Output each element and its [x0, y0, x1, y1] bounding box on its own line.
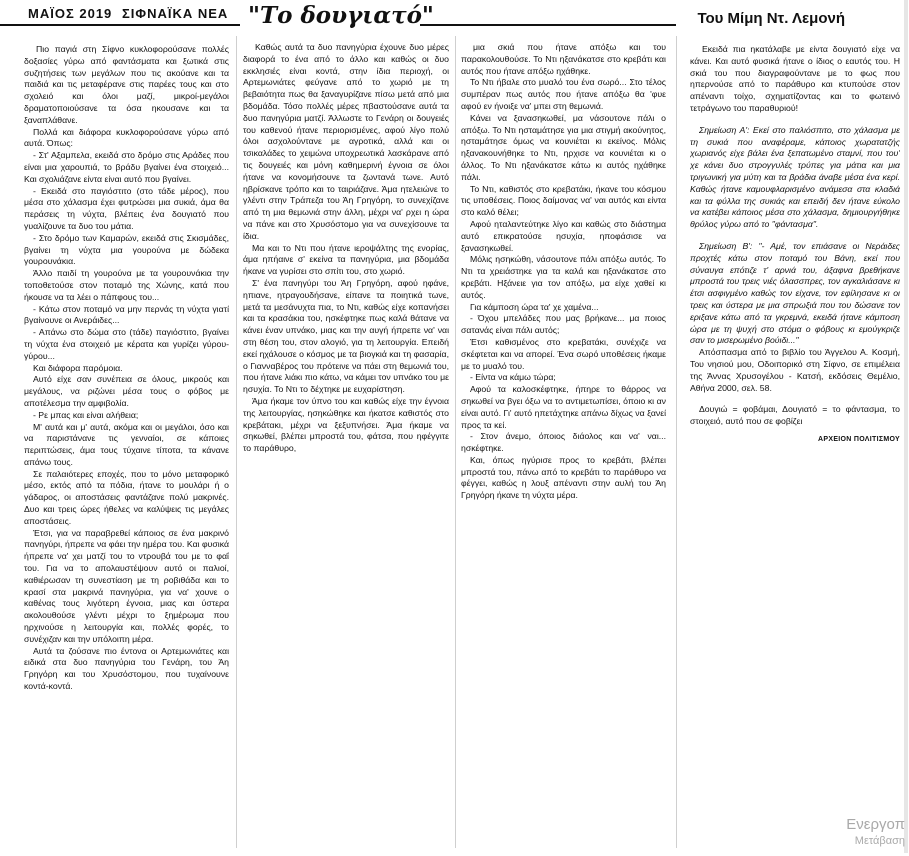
paragraph: - Στο δρόμο των Καμαρών, εκειδά στις Σκισμάδες, βγαίνει τη νύχτα μια γουρούνα με δώδεκα γουρουνάκια.: [24, 232, 229, 267]
article-title: "Το δουγιατό": [248, 2, 434, 29]
paragraph: Πιο παγιά στη Σίφνο κυκλοφορούσανε πολλές δοξασίες γύρω από φαντάσματα και ξωτικά στις συζητήσεις των μεγάλων που τις ακούανε και τα παιδιά και τις μεταφέρανε στις παρέες τους και στο σχολειό και όλοι μαζί, μικροί-μεγάλοι δραματοποιούσανε τα όσα ηκουσανε και τα ξαναπλάθανε.: [24, 44, 229, 125]
paragraph: - Όχου μπελάδες που μας βρήκανε... μα ποιος σατανάς είναι πάλι αυτός;: [461, 313, 666, 336]
header-rule-middle: [420, 24, 676, 26]
column-divider: [676, 36, 677, 848]
article-column-3: [461, 42, 666, 854]
paragraph: Άλλο παιδί τη γουρούνα με τα γουρουνάκια την τοποθετούσε στον ποταμό της Χώνης, κατά που ήκουσε να τα λέει ο πάπφους του...: [24, 268, 229, 302]
glossary: Δουγιώ = φοβάμαι, Δουγιατό = το φάντασμα, το στοιχειό, αυτό που σε φοβίζει: [690, 404, 900, 427]
activation-watermark: [846, 816, 905, 850]
paragraph: - Ρε μπας και είναι αλήθεια;: [33, 409, 139, 420]
paragraph: Αφού τα καλοσκέφτηκε, ήπηρε το θάρρος να σηκωθεί να βγει όξω να το αντιμετωπίσει, όποιο κι αν είναι αυτό. Γι' αυτό ηπετάχτηκε απάνω δίχως να ξανεί προς τα κεί.: [461, 384, 666, 430]
source-citation: Απόσπασμα από το βιβλίο του Άγγελου Α. Κοσμή, Του νησιού μου, Οδοιπορικό στη Σίφνο, σε επιμέλεια της Άννας Χρυσογέλου - Κατσή, εκδόσεις Θεμέλιο, Αθήνα 2000, σελ. 58.: [690, 347, 900, 393]
paragraph: Εκειδά πια ηκατάλαβε με είντα δουγιατό είχε να κάνει. Και αυτό φυσικά ήτανε ο ίδιος ο εαυτός του. Η σκιά του που διαγραφούντανε με το φως που ηπερνούσε από το παράθυρο και κτυπούσε στον απέναντι τοίχο, σχηματίζοντας και το φωτεινό τετράγωνο του παραθυριού!: [690, 44, 900, 113]
paragraph: Και, όπως ηγύρισε προς το κρεβάτι, βλέπει μπροστά του, πάνω από το κρεβάτι το παράθυρο να φέγγει, καθώς η λουξ απέναντι στην αυλή του Άη Γρηγόρη ήκανε τη νύχτα μέρα.: [461, 454, 666, 501]
watermark-line-1: Ενεργοπ: [846, 816, 905, 833]
window-edge: [904, 0, 908, 853]
page-header: [0, 0, 909, 38]
paragraph: Και διάφορα παρόμοια.: [33, 362, 123, 373]
paragraph: Μόλις ησηκώθη, νάσουτονε πάλι απόξω αυτός. Το Ντι τα χρειάστηκε για τα καλά και ηξανάκατσε στο κρεβάτι. Ηξάνειε για τον απόξω, μα είχε χαθεί κι αυτός.: [461, 254, 666, 300]
article-column-1: [24, 44, 229, 856]
footnote-b: Σημείωση Β': "- Αμέ, τον επιάσανε οι Νεράιδες προχτές κάτω στον ποταμό του Βάνη, εκεί που σύναυγα επότιζε τ' αρνιά του, άξαφνα βρεθήκανε μπροστά του τρεις νιές όλασσπρες, τον αγκαλιάσανε κι έτσι ασφιγμένο καθώς τον είχανε, τον εφίλησανε κι οι τρεις και ύστερα με μια σπρωξιά που του δώσανε τον εριξανε κάτω από τα γκρεμνά, εκειδά ήτανε κάμποση ώρα με τη ψυχή στο στόμα ο φόβους κι εμούγκριζε σαν το μισερωμένο βούιδι...": [690, 240, 900, 346]
paragraph: Σ' ένα πανηγύρι του Άη Γρηγόρη, αφού ηφάνε, ηπιανε, ητραγουδήσανε, είπανε τα ποιητικά τωνε, μετά τα μεσάνυχτα πια, το Ντι, καθώς είχε κοπανήσει και τα κρασάκια του, ησκέφτηκε πως καλά θάτανε να κάνει έναν υπνάκο, μιας και την αυγή ήπρεπε να' ναι στη θέση του, στον αλογιό, για τη λειτουργία. Επειδή εκεί ηχάλουσε ο κόσμος με τα βιογκιά και τη φασαρία, ο Γιανναβέρος του πρότεινε να πάει στη θεμωνιά του, που ήτανε λιάκι πιο κάτω, να κάμει τον υπνάκο του με ησυχία. Το Ντι το δέχτηκε με ευχαρίστηση.: [243, 277, 449, 395]
watermark-line-2: Μετάβαση: [854, 835, 905, 847]
paragraph: - Εκειδά στο παγιόστιτο (στο τάδε μέρος), που μέσα στο χάλασμα έχει φυτρώσει μια συκιά, άμα θα περάσεις τη νύχτα, βλέπεις ένα δουγιατό που γυαλίζουνε τα δυο του μάτια.: [24, 185, 229, 231]
paragraph: Μ' αυτά και μ' αυτά, ακόμα και οι μεγάλοι, όσο και να παριστάνανε τις γενναίοι, σε κάποιες περιπτώσεις, άμα τους τύχαινε τίποτα, τα κάνανε απάνω τους.: [24, 421, 229, 467]
column-divider: [236, 36, 237, 848]
archive-credit: ΑΡΧΕΙΟΝ ΠΟΛΙΤΙΣΜΟΥ: [818, 435, 900, 443]
article-column-2: [243, 42, 449, 854]
article-author: Του Μίμη Ντ. Λεμονή: [697, 10, 845, 27]
paragraph: Αυτό είχε σαν συνέπεια σε όλους, μικρούς και μεγάλους, να ριζώνει μέσα τους ο φόβος με αποτέλεσμα την αμφιβολία.: [24, 374, 229, 408]
paragraph: Έτσι καθισμένος στο κρεβατάκι, συνέχιζε να σκέφτεται και να απορεί. Ένα σωρό υποθέσεις ήκαμε με το μυαλό του.: [461, 336, 666, 371]
issue-date: ΜΑΪΟΣ 2019: [28, 6, 113, 21]
newspaper-name: ΣΙΦΝΑΪΚΑ ΝΕΑ: [122, 6, 229, 21]
header-rule-left: [0, 24, 240, 26]
paragraph: - Στ' Αξαμπελα, εκειδά στο δρόμο στις Αράδες που είναι μια χαρουπιά, το βράδυ βγαίνει ένα στοιχειό... Και σχολιάζανε είντα είναι αυτό που βγαίνει.: [24, 150, 229, 184]
article-column-4: [690, 44, 900, 856]
paragraph: - Απάνω στο δώμα στο (τάδε) παγιόστιτο, βγαίνει τη νύχτα ένα στοιχειό με κέρατα και γυρίζει γύρου-γύρου...: [24, 327, 229, 361]
paragraph: Καθώς αυτά τα δυο πανηγύρια έχουνε δυο μέρες διαφορά το ένα από το άλλο και καθώς οι δυο εκκλησιές είναι κοντά, στην ίδια περιοχή, οι Αρτεμωνιάτες φεύγανε από το χωριό με τη βεβαιότητα πως θα ξαναγυρίζανε πίσω μετά από μια βδομάδα. Τόσο πολλές μέρες πβαστούσανε αυτά τα δυο πανηγύρια ματζί. Άλλωστε το Γενάρη οι δουγειές του καθενού ήτανε περιορισμένες, αφού λίγο πολύ όλοι ασχολούντανε με αγροτικά, αλλά και οι τσικαλάδες το χειμώνα υποχρεωτικά λασκάρανε από τις δουγειές και μόνη καθημερινή έγνοια σε όλοι ήτανε να κονομήσουνε τα ζωντανά τωνε. Αυτό ηβρίσκανε τρόπο και το ταιριάζανε. Άμα ητελειώνε το γλέντι στην Τράπεζα του Άη Γρηγόρη, το συνεχίζανε από τη μια θεμωνιά στην άλλη, μέχρι να' ρχει η ώρα να πάνε και στο Χρυσόστομο για να συνεχίσουνε τα ίδια.: [243, 42, 449, 241]
paragraph: Πολλά και διάφορα κυκλοφορούσανε γύρω από αυτά. Όπως:: [24, 126, 229, 149]
paragraph: Αυτά τα ζούσανε πιο έντονα οι Αρτεμωνιάτες και ειδικά στα δυο πανηγύρια του Γενάρη, του Άη Γρηγόρη και του Χρυσόστομου, που τυχαίνουνε κοντά-κοντά.: [24, 645, 229, 692]
paragraph: Το Ντι, καθιστός στο κρεβατάκι, ήκανε του κόσμου τις υποθέσεις. Ποιος δαίμονας να' ναι αυτός και είντα στο καλό θέλει;: [461, 183, 666, 218]
column-divider: [455, 36, 456, 848]
paragraph: - Είντα να κάμω τώρα;: [470, 372, 556, 383]
paragraph: Το Ντι ήβαλε στο μυαλό του ένα σωρό... Στο τέλος συμπέραν πως αυτός που ήτανε απόξω θα 'φυε αφού εν ήνοιξε να' μπει στη θεμωνιά.: [461, 77, 666, 111]
paragraph: Κάνει να ξανασηκωθεί, μα νάσουτονε πάλι ο απόξω. Το Ντι ησταμάτησε για μια στιγμή ακούνητος, ησταμάτησε όμως να κουνιέται κι εκείνος. Μόλις ηξανακουνήθηκε το Ντι, ηρχισε να κουνιέται κι ο άλλος. Το Ντι ηξανάκατσε κάτω κι αυτός ηχάθηκε πάλι.: [461, 112, 666, 182]
paragraph: Σε παλαιότερες εποχές, που το μόνο μεταφορικό μέσο, εκτός από τα πόδια, ήτανε το μουλάρι ή ο γάδαρος, οι αποστάσεις φαντάζανε πολύ μακρινές. Δυο και τρεις ώρες ήθελες να καλύψεις τις μεγάλες αποστάσεις.: [24, 468, 229, 526]
paragraph: Αφού ηταλαντεύτηκε λίγο και καθώς στο διάστημα αυτό επικρατούσε ησυχία, ηποφάσισε να ξανασηκωθεί.: [461, 218, 666, 253]
paragraph: Για κάμποση ώρα τα' χε χαμένα...: [470, 301, 599, 312]
paragraph: - Στον άνεμο, όποιος διάολος και να' ναι... ησκέφτηκε.: [461, 431, 666, 454]
paragraph: Άμα ήκαμε τον ύπνο του και καθώς είχε την έγνοια της λειτουργίας, ησηκώθηκε και ήκατσε καθιστός στο κρεβάτακι, μέχρι να ξεξυπνήσει. Άμα ήκαμε να σηκωθεί, βλέπει μπροστά του, φάτσα, που ηφέγγιτε το παράθυρο,: [243, 395, 449, 454]
paragraph: - Κάτω στον ποταμό να μην περνάς τη νύχτα γιατί βγαίνουνε οι Ανεράιδες...: [24, 303, 229, 326]
paragraph: Έτσι, για να παραβρεθεί κάποιος σε ένα μακρινό πανηγύρι, ήπρεπε να φάει την ημέρα του. Και φυσικά ήπρεπε να' χει ματζί του το ντρουβά του με το φαΐ του. Για να το απολαυστέψουν αυτό οι παλιοί, καθιέρωσαν τη συνεστίαση με τη ροβιθάδα και το κρασί στα μακρινά πανηγύρια, για να' χουνε ο καθένας τους λιγότερη έγνοια, μιας και ύστερα ακολουθούσε γλέντι μέχρι το ξημέρωμα που ηρχινούσε η λειτουργία και, πολλές φορές, το συνέχιζαν και την υπόλοιπη μέρα.: [24, 527, 229, 644]
paragraph: Μα και το Ντι που ήτανε ιεροψάλτης της ενορίας, άμα ηπήαινε σ' εκείνα τα πανηγύρια, μια βδομάδα ήκανε να γυρίσει στο σπίτι του, στο χωριό.: [243, 242, 449, 277]
paragraph: μια σκιά που ήτανε απόξω και του παρακολουθούσε. Το Ντι ηξανάκατσε στο κρεβάτι και αυτός που ήτανε απόξω ηχάθηκε.: [461, 42, 666, 76]
footnote-a: Σημείωση Α': Εκεί στο παλιόσπιτο, στο χάλασμα με τη συκιά που αναφέραμε, κάποιος χωρατατζής χωριανός είχε βάλει ένα ξεπατωμένο σταμνί, που του' χε κάνει δυο στρογγυλές τρύπες για μάτια και μια τριγωνική για μύτη και τα βράδια άναβε μέσα ένα κερί. Καθώς ήτανε καμουφλαρισμένο ανάμεσα στα κλαδιά και τα φύλλα της συκιάς και επειδή δεν ήτανε εύκολο να κατέβει κάποιος μέσα στο χάλασμα, δημιουργήθηκε θρύλος γύρω από το "φάντασμα".: [690, 124, 900, 230]
